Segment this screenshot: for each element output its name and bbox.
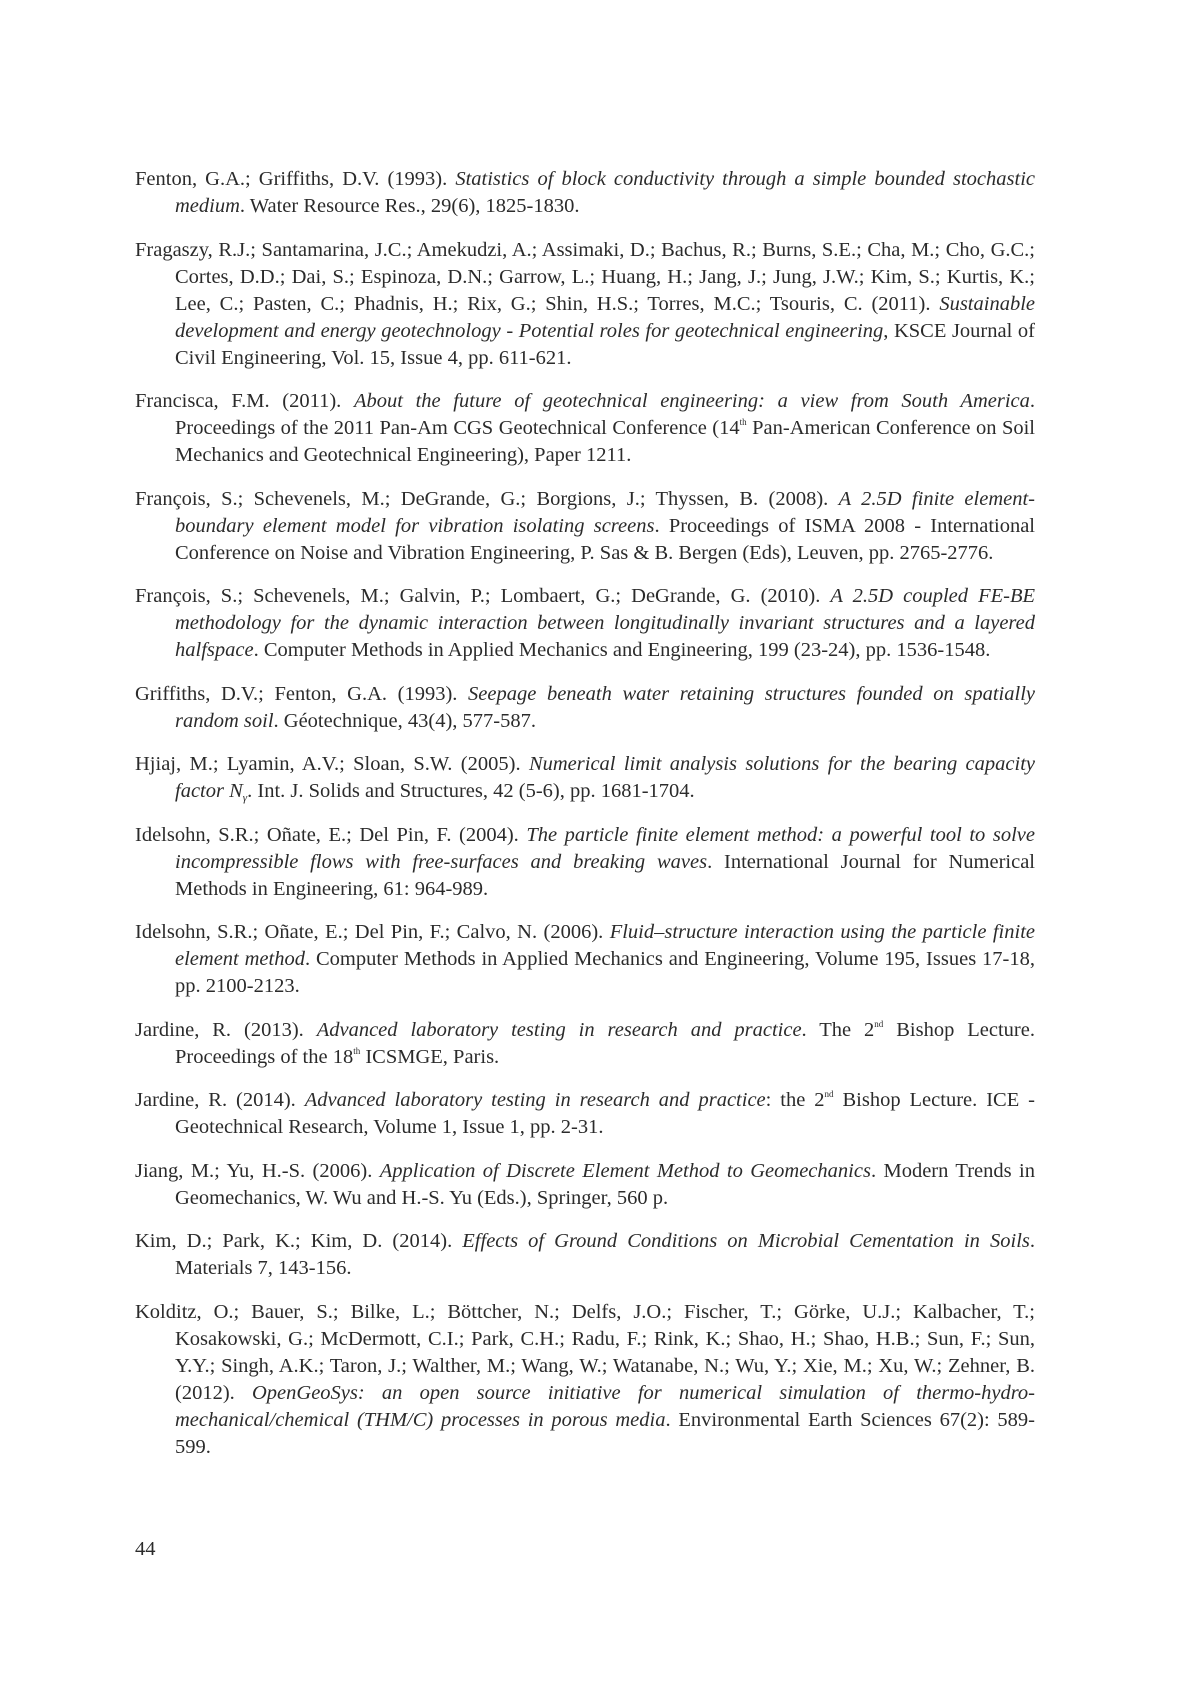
- reference-source: . Géotechnique, 43(4), 577-587.: [273, 709, 536, 732]
- reference-title: Sustainable development and energy geotechnology - Potential roles for geotechnical engineering: [175, 292, 1035, 342]
- reference-entry: [135, 681, 1035, 735]
- reference-authors: Idelsohn, S.R.; Oñate, E.; Del Pin, F.; Calvo, N. (2006).: [135, 921, 610, 943]
- reference-source: . Proceedings of the 2011 Pan-Am CGS Geotechnical Conference (14: [175, 390, 1035, 439]
- reference-title: The particle finite element method: a powerful tool to solve incompressible flows with free-surfaces and breaking waves: [175, 823, 1035, 873]
- reference-entry: [135, 822, 1035, 903]
- reference-entry: [135, 486, 1035, 567]
- reference-source: Bishop Lecture. ICE - Geotechnical Research, Volume 1, Issue 1, pp. 2-31.: [175, 1089, 1035, 1138]
- reference-source: Pan-American Conference on Soil Mechanics and Geotechnical Engineering), Paper 1211.: [175, 417, 1035, 466]
- reference-title: Fluid–structure interaction using the particle finite element method: [175, 921, 1035, 970]
- reference-authors: Fenton, G.A.; Griffiths, D.V. (1993).: [135, 168, 456, 190]
- reference-authors: Jardine, R. (2013).: [135, 1018, 317, 1041]
- reference-entry: [135, 751, 1035, 805]
- reference-entry: [135, 1299, 1035, 1461]
- reference-title: About the future of geotechnical engineering: a view from South America: [353, 390, 1030, 412]
- reference-source: , KSCE Journal of Civil Engineering, Vol. 15, Issue 4, pp. 611-621.: [175, 319, 1035, 369]
- reference-title: OpenGeoSys: an open source initiative for numerical simulation of thermo-hydro-mechanical/chemical (THM/C) processes in porous media: [175, 1381, 1035, 1431]
- reference-entry: [135, 1017, 1035, 1071]
- reference-source: . Int. J. Solids and Structures, 42 (5-6), pp. 1681-1704.: [247, 780, 695, 802]
- reference-source: . Materials 7, 143-156.: [175, 1230, 1035, 1279]
- reference-authors: Jardine, R. (2014).: [135, 1089, 305, 1111]
- superscript: th: [353, 1045, 361, 1056]
- reference-title: Advanced laboratory testing in research and practice: [316, 1018, 802, 1041]
- reference-authors: Francisca, F.M. (2011).: [135, 390, 354, 412]
- reference-source: . The 2: [801, 1018, 875, 1041]
- reference-entry: [135, 1228, 1035, 1282]
- reference-source: ICSMGE, Paris.: [360, 1045, 500, 1068]
- reference-authors: François, S.; Schevenels, M.; Galvin, P.; Lombaert, G.; DeGrande, G. (2010).: [135, 585, 831, 607]
- reference-authors: Jiang, M.; Yu, H.-S. (2006).: [135, 1159, 380, 1182]
- reference-entry: [135, 1087, 1035, 1141]
- reference-entry: [135, 237, 1035, 372]
- reference-entry: [135, 166, 1035, 220]
- reference-source: Bishop Lecture. Proceedings of the 18: [175, 1018, 1035, 1068]
- reference-entry: [135, 919, 1035, 1000]
- reference-source: . Modern Trends in Geomechanics, W. Wu and H.-S. Yu (Eds.), Springer, 560 p.: [175, 1159, 1035, 1209]
- reference-title: Application of Discrete Element Method to Geomechanics: [379, 1159, 871, 1182]
- page-number: 44: [135, 1538, 156, 1560]
- reference-title: Seepage beneath water retaining structures founded on spatially random soil: [175, 682, 1035, 732]
- reference-title: Advanced laboratory testing in research and practice: [304, 1089, 766, 1111]
- reference-entry: [135, 388, 1035, 469]
- reference-authors: Fragaszy, R.J.; Santamarina, J.C.; Amekudzi, A.; Assimaki, D.; Bachus, R.; Burns, S.E.; Cha, M.; Cho, G.C.; Cortes, D.D.; Dai, S.; Espinoza, D.N.; Garrow, L.; Huang, H.; Jang, J.; Jung, J.W.; Kim, S.; Kurtis, K.; Lee, C.; Pasten, C.; Phadnis, H.; Rix, G.; Shin, H.S.; Torres, M.C.; Tsouris, C. (2011).: [135, 238, 1035, 315]
- reference-title: Numerical limit analysis solutions for the bearing capacity factor N: [175, 753, 1035, 802]
- reference-authors: Kim, D.; Park, K.; Kim, D. (2014).: [135, 1230, 463, 1252]
- reference-source: : the 2: [765, 1089, 825, 1111]
- reference-authors: Kolditz, O.; Bauer, S.; Bilke, L.; Böttcher, N.; Delfs, J.O.; Fischer, T.; Görke, U.J.; Kalbacher, T.; Kosakowski, G.; McDermott, C.I.; Park, C.H.; Radu, F.; Rink, K.; Shao, H.; Shao, H.B.; Sun, F.; Sun, Y.Y.; Singh, A.K.; Taron, J.; Walther, M.; Wang, W.; Watanabe, N.; Wu, Y.; Xie, M.; Xu, W.; Zehner, B. (2012).: [135, 1300, 1035, 1404]
- superscript: nd: [824, 1089, 834, 1099]
- superscript: th: [739, 417, 747, 427]
- reference-authors: Idelsohn, S.R.; Oñate, E.; Del Pin, F. (2004).: [135, 823, 527, 846]
- reference-title: A 2.5D coupled FE-BE methodology for the dynamic interaction between longitudinally invariant structures and a layered halfspace: [175, 585, 1036, 661]
- reference-title: Statistics of block conductivity through a simple bounded stochastic medium: [175, 168, 1035, 217]
- reference-entry: [135, 583, 1035, 664]
- superscript: nd: [874, 1018, 884, 1029]
- subscript: γ: [242, 792, 248, 804]
- reference-authors: Griffiths, D.V.; Fenton, G.A. (1993).: [135, 682, 469, 705]
- reference-source: . Computer Methods in Applied Mechanics and Engineering, 199 (23-24), pp. 1536-1548.: [253, 639, 991, 661]
- reference-authors: Hjiaj, M.; Lyamin, A.V.; Sloan, S.W. (2005).: [135, 753, 529, 775]
- reference-source: . Computer Methods in Applied Mechanics and Engineering, Volume 195, Issues 17-18, pp. 2100-2123.: [175, 948, 1035, 997]
- reference-title: A 2.5D finite element-boundary element model for vibration isolating screens: [175, 487, 1035, 537]
- reference-source: . Proceedings of ISMA 2008 - International Conference on Noise and Vibration Engineering, P. Sas & B. Bergen (Eds), Leuven, pp. 2765-2776.: [175, 514, 1036, 564]
- reference-source: . Water Resource Res., 29(6), 1825-1830.: [239, 195, 580, 217]
- reference-source: . International Journal for Numerical Methods in Engineering, 61: 964-989.: [175, 850, 1035, 900]
- reference-source: . Environmental Earth Sciences 67(2): 589-599.: [175, 1408, 1036, 1458]
- reference-list: [135, 166, 1035, 1477]
- reference-entry: [135, 1158, 1035, 1212]
- reference-title: Effects of Ground Conditions on Microbial Cementation in Soils: [462, 1230, 1030, 1252]
- reference-authors: François, S.; Schevenels, M.; DeGrande, G.; Borgions, J.; Thyssen, B. (2008).: [135, 487, 839, 510]
